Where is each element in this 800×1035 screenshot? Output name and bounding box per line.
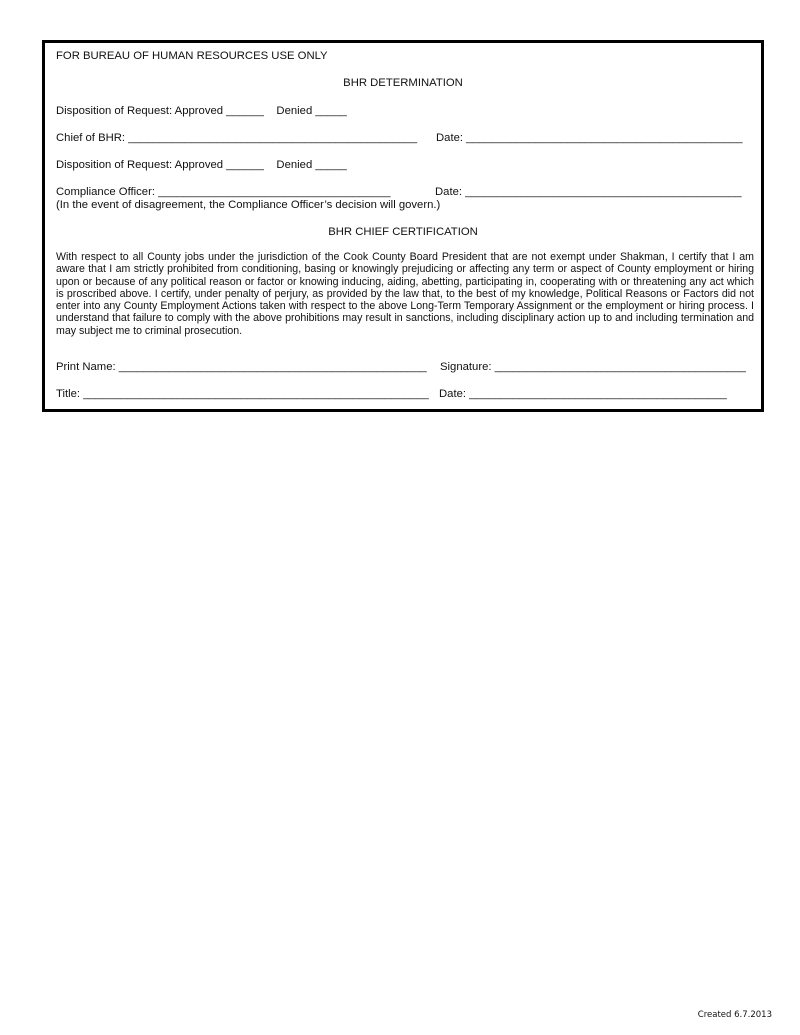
compliance-officer-field: Compliance Officer: _____________________________________ xyxy=(56,186,391,198)
chief-date-field: Date: ____________________________________________ xyxy=(436,132,743,144)
signature-field: Signature: ________________________________________ xyxy=(440,361,746,373)
determination-title: BHR DETERMINATION xyxy=(343,77,463,89)
title-date-field: Date: _________________________________________ xyxy=(439,388,727,400)
disposition-line-1: Disposition of Request: Approved ______ Denied _____ xyxy=(56,105,347,117)
disposition-line-2: Disposition of Request: Approved ______ Denied _____ xyxy=(56,159,347,171)
compliance-note: (In the event of disagreement, the Compliance Officer’s decision will govern.) xyxy=(56,199,441,211)
compliance-date-field: Date: ____________________________________________ xyxy=(435,186,742,198)
certification-title: BHR CHIEF CERTIFICATION xyxy=(328,226,478,238)
title-field: Title: _______________________________________________________ xyxy=(56,388,429,400)
created-date-footer: Created 6.7.2013 xyxy=(697,1010,772,1020)
form-header: FOR BUREAU OF HUMAN RESOURCES USE ONLY xyxy=(56,50,328,62)
print-name-field: Print Name: _________________________________________________ xyxy=(56,361,427,373)
bhr-form-box xyxy=(42,40,764,412)
chief-of-bhr-field: Chief of BHR: ______________________________________________ xyxy=(56,132,418,144)
certification-paragraph: With respect to all County jobs under the jurisdiction of the Cook County Board President that are not exempt under Shakman, I certify that I am aware that I am strictly prohibited from conditioning, basing or knowingly prejudicing or affecting any term or aspect of County employment or hiring upon or because of any political reason or factor or knowing inducing, aiding, abetting, participating in, cooperating with or threatening any act which is proscribed above. I certify, under penalty of perjury, as provided by the law that, to the best of my knowledge, Political Reasons or Factors did not enter into any County Employment Actions taken with respect to the above Long-Term Temporary Assignment or the employment or hiring process. I understand that failure to comply with the above prohibitions may result in sanctions, including disciplinary action up to and including termination and may subject me to criminal prosecution. xyxy=(56,251,754,337)
